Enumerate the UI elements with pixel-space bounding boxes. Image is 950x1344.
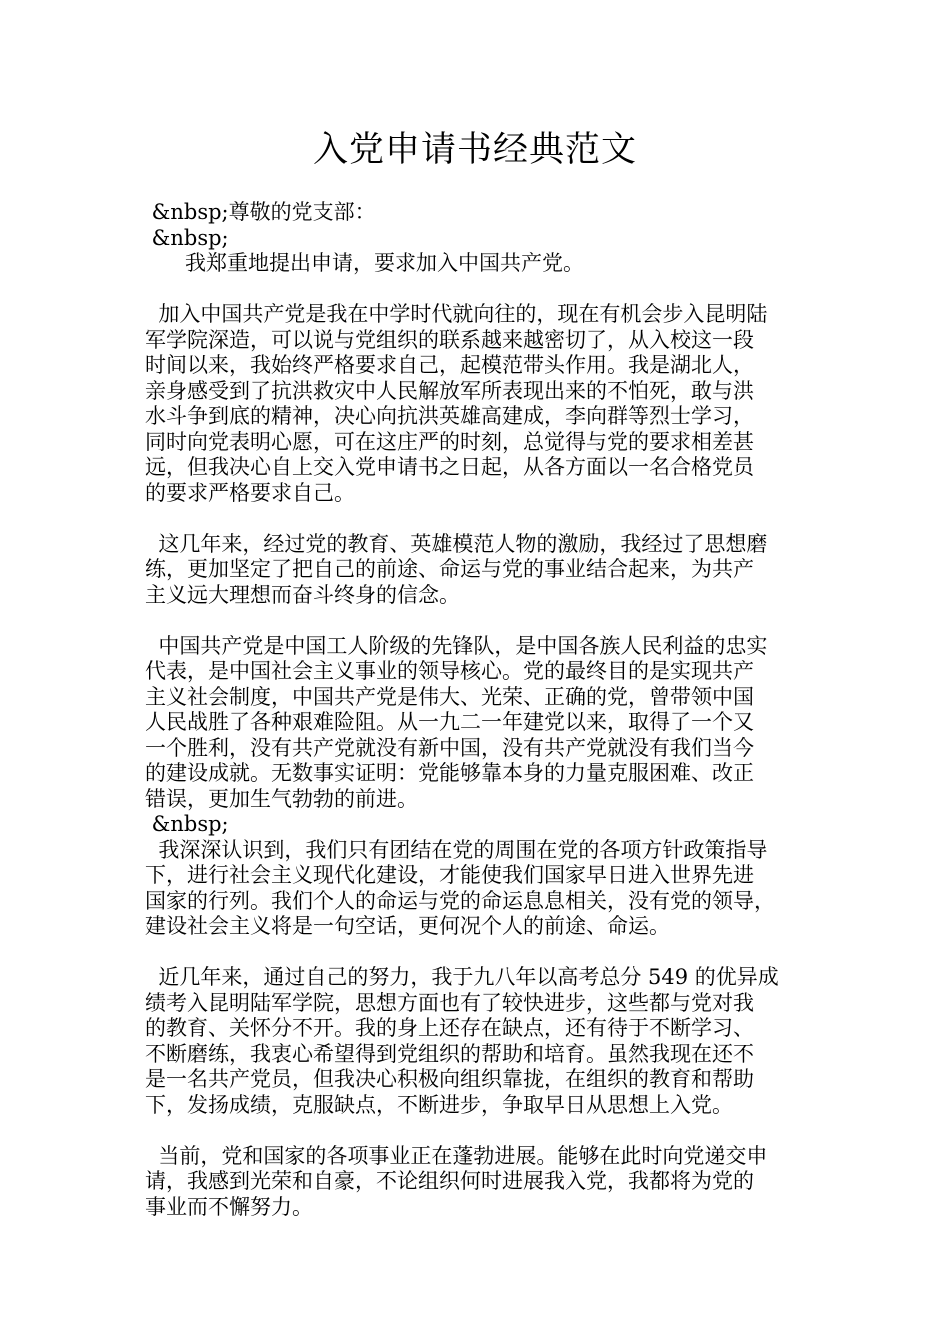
paragraph-line: 是一名共产党员，但我决心积极向组织靠拢，在组织的教育和帮助 xyxy=(145,1067,754,1091)
paragraph-line: 的建设成就。无数事实证明：党能够靠本身的力量克服困难、改正 xyxy=(145,761,754,785)
paragraph-line: 近几年来，通过自己的努力，我于九八年以高考总分 549 的优异成 xyxy=(145,965,779,989)
blank-line xyxy=(145,506,825,532)
paragraph-line: 不断磨练，我衷心希望得到党组织的帮助和培育。虽然我现在还不 xyxy=(145,1041,754,1066)
paragraph-line: 水斗争到底的精神，决心向抗洪英雄高建成，李向群等烈士学习， xyxy=(145,404,754,428)
paragraph-line: 下，进行社会主义现代化建设，才能使我们国家早日进入世界先进 xyxy=(145,863,754,887)
paragraph-line: 建设社会主义将是一句空话，更何况个人的前途、命运。 xyxy=(145,914,670,938)
paragraph-line: 绩考入昆明陆军学院，思想方面也有了较快进步，这些都与党对我 xyxy=(145,990,754,1015)
paragraph-line: 同时向党表明心愿，可在这庄严的时刻，总觉得与党的要求相差甚 xyxy=(145,429,754,454)
paragraph-line: 远，但我决心自上交入党申请书之日起，从各方面以一名合格党员 xyxy=(145,455,754,479)
paragraph-line: 事业而不懈努力。 xyxy=(145,1194,313,1219)
blank-line xyxy=(145,940,825,966)
paragraph-line: 我郑重地提出申请，要求加入中国共产党。 xyxy=(145,251,585,275)
paragraph-line: 错误，更加生气勃勃的前进。 xyxy=(145,786,418,811)
blank-line xyxy=(145,277,825,303)
document-title: 入党申请书经典范文 xyxy=(312,130,637,170)
paragraph-line: 国家的行列。我们个人的命运与党的命运息息相关，没有党的领导， xyxy=(145,888,775,913)
paragraph-line: 当前，党和国家的各项事业正在蓬勃进展。能够在此时向党递交申 xyxy=(145,1143,768,1168)
paragraph-line: 时间以来，我始终严格要求自己，起模范带头作用。我是湖北人， xyxy=(145,353,754,377)
paragraph-line: 人民战胜了各种艰难险阻。从一九二一年建党以来，取得了一个又 xyxy=(145,710,754,734)
paragraph-line: 的要求严格要求自己。 xyxy=(145,480,355,505)
paragraph-line: 的教育、关怀分不开。我的身上还存在缺点，还有待于不断学习、 xyxy=(145,1016,754,1040)
paragraph-line: 中国共产党是中国工人阶级的先锋队，是中国各族人民利益的忠实 xyxy=(145,633,768,658)
paragraph-line: 这几年来，经过党的教育、英雄模范人物的激励，我经过了思想磨 xyxy=(145,531,768,556)
paragraph-line: 亲身感受到了抗洪救灾中人民解放军所表现出来的不怕死，敢与洪 xyxy=(145,378,754,403)
paragraph-line: 代表，是中国社会主义事业的领导核心。党的最终目的是实现共产 xyxy=(145,659,754,683)
paragraph-line: &nbsp; xyxy=(145,225,229,250)
paragraph-line: &nbsp; xyxy=(145,812,229,836)
paragraph-line: 主义社会制度，中国共产党是伟大、光荣、正确的党，曾带领中国 xyxy=(145,684,754,709)
paragraph-line: 练，更加坚定了把自己的前途、命运与党的事业结合起来，为共产 xyxy=(145,557,754,581)
blank-line xyxy=(145,608,825,634)
paragraph-line: 军学院深造，可以说与党组织的联系越来越密切了，从入校这一段 xyxy=(145,327,754,352)
paragraph-line: 请，我感到光荣和自豪，不论组织何时进展我入党，我都将为党的 xyxy=(145,1169,754,1193)
paragraph-line: 下，发扬成绩，克服缺点，不断进步，争取早日从思想上入党。 xyxy=(145,1092,733,1117)
paragraph-line: 我深深认识到，我们只有团结在党的周围在党的各项方针政策指导 xyxy=(145,837,768,862)
paragraph-line: 加入中国共产党是我在中学时代就向往的，现在有机会步入昆明陆 xyxy=(145,302,768,326)
document-body xyxy=(145,200,825,1220)
paragraph-line: 主义远大理想而奋斗终身的信念。 xyxy=(145,582,460,607)
paragraph-line: 一个胜利，没有共产党就没有新中国，没有共产党就没有我们当今 xyxy=(145,735,754,760)
paragraph-line: &nbsp;尊敬的党支部： xyxy=(145,200,376,224)
blank-line xyxy=(145,1118,825,1144)
